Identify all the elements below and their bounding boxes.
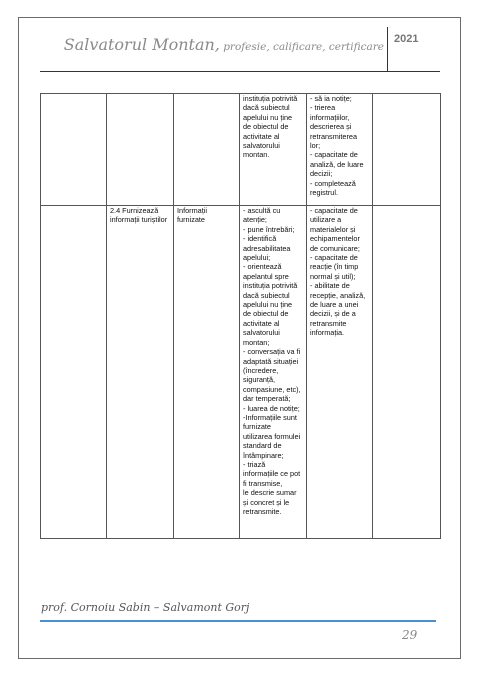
cell-text-line: adaptată situației bbox=[243, 356, 299, 366]
cell-text-line: recepție, analiză, bbox=[310, 290, 366, 300]
cell-text-line: și concret și le bbox=[243, 497, 290, 507]
table-row bbox=[41, 94, 441, 206]
cell-text-line: - orientează bbox=[243, 262, 282, 272]
cell-text-line: echipamentelor bbox=[310, 234, 360, 244]
cell-text-line: apelului; bbox=[243, 253, 271, 263]
header-year: 2021 bbox=[394, 33, 419, 45]
cell-text-line: de obiectul de bbox=[243, 122, 289, 132]
cell-text-line: adresabilitatea bbox=[243, 243, 291, 253]
cell-text-line: compasiune, etc), bbox=[243, 384, 301, 394]
cell-text-line: (încredere, bbox=[243, 365, 279, 375]
cell-text-line: Informații bbox=[177, 206, 208, 215]
header-title bbox=[64, 35, 384, 54]
cell-text-line: registrul. bbox=[310, 188, 338, 198]
cell-text-line: retransmite. bbox=[243, 507, 282, 516]
cell-text-line: furnizate bbox=[243, 422, 271, 432]
cell-text-line: montan. bbox=[243, 150, 270, 160]
cell-text-line: - abilitate de bbox=[310, 281, 350, 291]
table-cell bbox=[41, 206, 107, 539]
header-title-sub: profesie, calificare, certificare bbox=[219, 41, 384, 53]
cell-text-line: normal și util); bbox=[310, 271, 356, 281]
cell-text-line: întâmpinare; bbox=[243, 450, 284, 460]
cell-text-line: - conversația va fi bbox=[243, 347, 301, 357]
cell-text-line: atenție; bbox=[243, 215, 267, 225]
table-cell-result bbox=[174, 206, 240, 539]
cell-text-line: apelului nu ține bbox=[243, 300, 293, 310]
cell-text-line: activitate al bbox=[243, 131, 280, 141]
cell-text-line: salvatorului bbox=[243, 328, 280, 338]
cell-text-line: dacă subiectul bbox=[243, 290, 290, 300]
cell-text-line: informațiile ce pot bbox=[243, 469, 301, 479]
cell-text-line: dacă subiectul bbox=[243, 103, 290, 113]
header-rule bbox=[40, 71, 440, 72]
cell-text-line: - să ia notițe; bbox=[310, 94, 352, 103]
cell-text-line: - capacitate de bbox=[310, 253, 358, 263]
cell-text-line: decizii, și de a bbox=[310, 309, 356, 319]
cell-text-line: - pune întrebări; bbox=[243, 224, 295, 234]
cell-text-line: montan; bbox=[243, 337, 270, 347]
cell-text-line: informațiilor, bbox=[310, 112, 350, 122]
table-cell bbox=[373, 206, 441, 539]
cell-text-line: analiză, de luare bbox=[310, 159, 364, 169]
cell-text-line: utilizarea formulei bbox=[243, 431, 301, 441]
cell-text-line: standard de bbox=[243, 441, 282, 451]
table-cell-skills bbox=[307, 206, 373, 539]
footer-author: prof. Cornoiu Sabin – Salvamont Gorj bbox=[41, 601, 250, 614]
table-cell-activities bbox=[240, 94, 307, 206]
cell-text-line: apelantul spre bbox=[243, 271, 289, 281]
cell-text-line: utilizare a bbox=[310, 215, 342, 225]
cell-text-line: - identifică bbox=[243, 234, 277, 244]
table-cell bbox=[373, 94, 441, 206]
table-cell-skills bbox=[307, 94, 373, 206]
cell-text-line: reacție (în timp bbox=[310, 262, 359, 272]
cell-text-line: de obiectul de bbox=[243, 309, 289, 319]
cell-text-line: apelului nu ține bbox=[243, 112, 293, 122]
header-divider-vertical bbox=[387, 27, 388, 71]
cell-text-line: - triază bbox=[243, 459, 266, 469]
cell-text-line: informația. bbox=[310, 328, 345, 338]
cell-text-line: instituția potrivită bbox=[243, 94, 298, 103]
cell-text-line: - luarea de notițe; bbox=[243, 403, 300, 413]
cell-text-line: decizii; bbox=[310, 169, 333, 179]
cell-text-line: retransmite bbox=[310, 318, 347, 328]
cell-text-line: furnizate bbox=[177, 215, 205, 225]
page-number: 29 bbox=[402, 628, 418, 642]
cell-text-line: 2.4 Furnizează bbox=[110, 206, 159, 215]
competency-table bbox=[40, 93, 441, 539]
table-row bbox=[41, 206, 441, 539]
cell-text-line: fi transmise, bbox=[243, 478, 283, 488]
table-cell bbox=[41, 94, 107, 206]
cell-text-line: salvatorului bbox=[243, 141, 280, 151]
table-cell bbox=[107, 94, 174, 206]
table-cell bbox=[174, 94, 240, 206]
cell-text-line: informații turiștilor bbox=[110, 215, 168, 225]
cell-text-line: de luare a unei bbox=[310, 300, 359, 310]
cell-text-line: - ascultă cu bbox=[243, 206, 281, 215]
cell-text-line: siguranță, bbox=[243, 375, 276, 385]
cell-text-line: retransmiterea bbox=[310, 131, 358, 141]
cell-text-line: - capacitate de bbox=[310, 150, 358, 160]
table-cell-unit bbox=[107, 206, 174, 539]
cell-text-line: de comunicare; bbox=[310, 243, 360, 253]
cell-text-line: materialelor și bbox=[310, 224, 356, 234]
table-cell-activities bbox=[240, 206, 307, 539]
footer-rule bbox=[40, 620, 436, 622]
cell-text-line: dar temperată; bbox=[243, 394, 291, 404]
cell-text-line: -Informațiile sunt bbox=[243, 412, 297, 422]
cell-text-line: instituția potrivită bbox=[243, 281, 298, 291]
header-title-main: Salvatorul Montan, bbox=[63, 35, 220, 54]
cell-text-line: - completează bbox=[310, 178, 356, 188]
cell-text-line: le descrie sumar bbox=[243, 488, 297, 498]
cell-text-line: - capacitate de bbox=[310, 206, 358, 215]
cell-text-line: descrierea și bbox=[310, 122, 352, 132]
cell-text-line: activitate al bbox=[243, 318, 280, 328]
cell-text-line: - trierea bbox=[310, 103, 336, 113]
cell-text-line: lor; bbox=[310, 141, 321, 151]
